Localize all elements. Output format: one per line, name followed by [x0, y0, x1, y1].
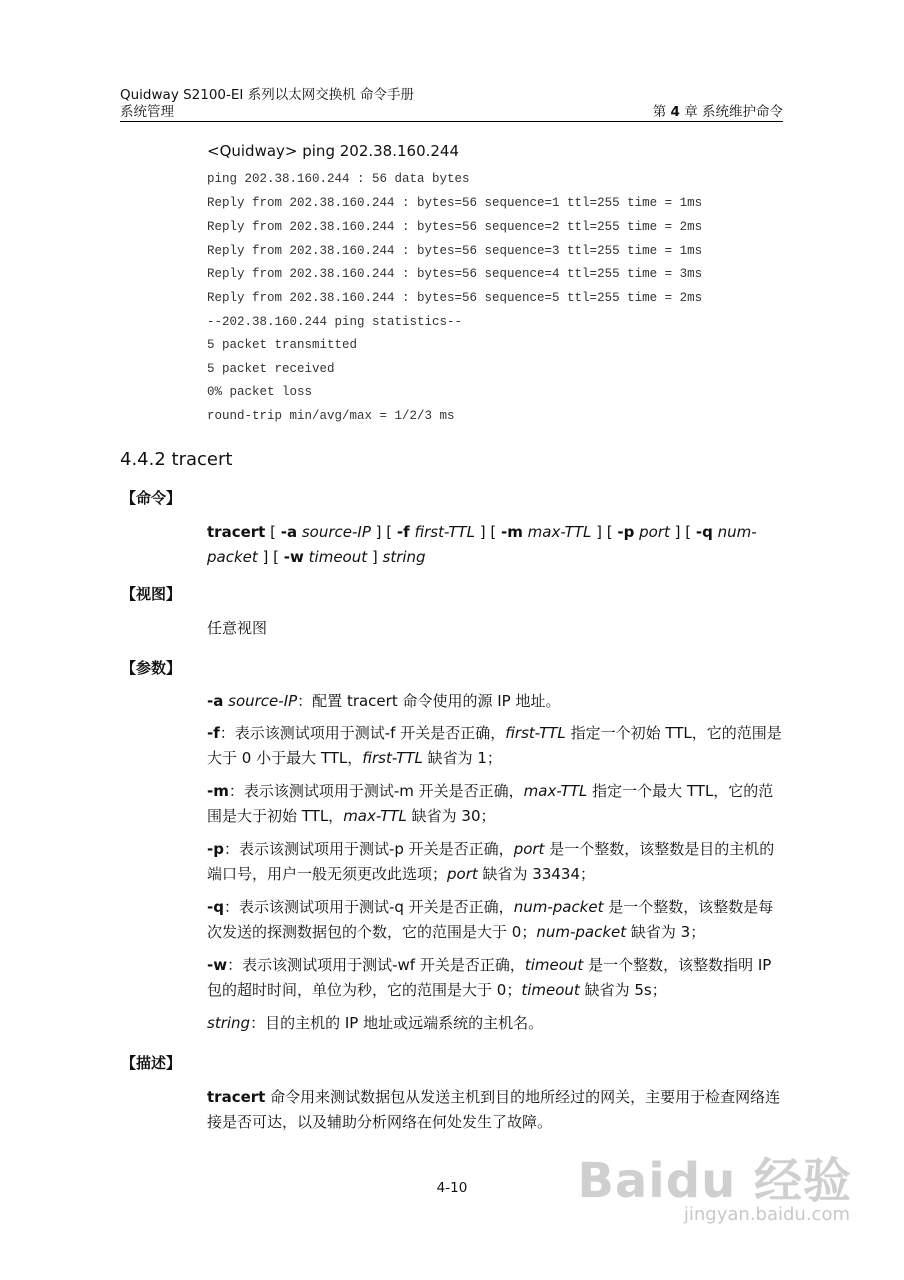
output-line: Reply from 202.38.160.244 : bytes=56 sequence=2 ttl=255 time = 2ms [207, 220, 703, 234]
param-m: -m：表示该测试项用于测试-m 开关是否正确，max-TTL 指定一个最大 TTL，它的范围是大于初始 TTL，max-TTL 缺省为 30； [207, 782, 774, 825]
output-line: round-trip min/avg/max = 1/2/3 ms [207, 409, 455, 423]
header-title: Quidway S2100-EI 系列以太网交换机 命令手册 [120, 87, 414, 103]
param-p: -p：表示该测试项用于测试-p 开关是否正确，port 是一个整数，该整数是目的主机的端口号，用户一般无须更改此选项；port 缺省为 33434； [207, 840, 775, 883]
watermark-url: jingyan.baidu.com [683, 1204, 850, 1225]
baidu-logo: Baidu 经验 [577, 1153, 852, 1209]
output-line: 5 packet received [207, 362, 335, 376]
param-w: -w：表示该测试项用于测试-wf 开关是否正确，timeout 是一个整数，该整数指明 IP 包的超时时间，单位为秒，它的范围是大于 0；timeout 缺省为 5s； [207, 956, 772, 999]
description-text: tracert 命令用来测试数据包从发送主机到目的地所经过的网关，主要用于检查网络连接是否可达，以及辅助分析网络在何处发生了故障。 [207, 1088, 781, 1131]
output-line: --202.38.160.244 ping statistics-- [207, 315, 463, 329]
output-line: Reply from 202.38.160.244 : bytes=56 sequence=4 ttl=255 time = 3ms [207, 267, 703, 281]
command-example: <Quidway> ping 202.38.160.244 [207, 142, 460, 160]
output-line: 0% packet loss [207, 385, 313, 399]
param-a: -a source-IP：配置 tracert 命令使用的源 IP 地址。 [207, 692, 561, 710]
command-syntax: tracert [ -a source-IP ] [ -f first-TTL ] [ -m max-TTL ] [ -p port ] [ -q num-packet ] [ -w timeout ] string [207, 523, 757, 566]
param-string: string：目的主机的 IP 地址或远端系统的主机名。 [207, 1014, 544, 1032]
label-command: 【命令】 [121, 489, 182, 507]
header-section: 系统管理 [120, 104, 174, 120]
output-line: 5 packet transmitted [207, 338, 358, 352]
output-line: Reply from 202.38.160.244 : bytes=56 sequence=3 ttl=255 time = 1ms [207, 244, 703, 258]
label-view: 【视图】 [121, 585, 182, 603]
output-line: Reply from 202.38.160.244 : bytes=56 sequence=1 ttl=255 time = 1ms [207, 196, 703, 210]
view-text: 任意视图 [207, 619, 268, 637]
output-line: ping 202.38.160.244 : 56 data bytes [207, 172, 470, 186]
watermark [577, 1142, 852, 1252]
chapter-number: 4 [670, 104, 680, 120]
output-line: Reply from 202.38.160.244 : bytes=56 sequence=5 ttl=255 time = 2ms [207, 291, 703, 305]
header-chapter: 第 4 章 系统维护命令 [652, 104, 783, 120]
param-q: -q：表示该测试项用于测试-q 开关是否正确，num-packet 是一个整数，该整数是每次发送的探测数据包的个数，它的范围是大于 0；num-packet 缺省为 3； [207, 898, 774, 941]
param-f: -f：表示该测试项用于测试-f 开关是否正确，first-TTL 指定一个初始 TTL，它的范围是大于 0 小于最大 TTL，first-TTL 缺省为 1； [207, 724, 782, 767]
header-rule [120, 121, 783, 122]
page-number: 4-10 [436, 1180, 468, 1196]
section-heading: 4.4.2 tracert [120, 449, 233, 470]
label-params: 【参数】 [121, 659, 182, 677]
label-description: 【描述】 [121, 1054, 182, 1072]
